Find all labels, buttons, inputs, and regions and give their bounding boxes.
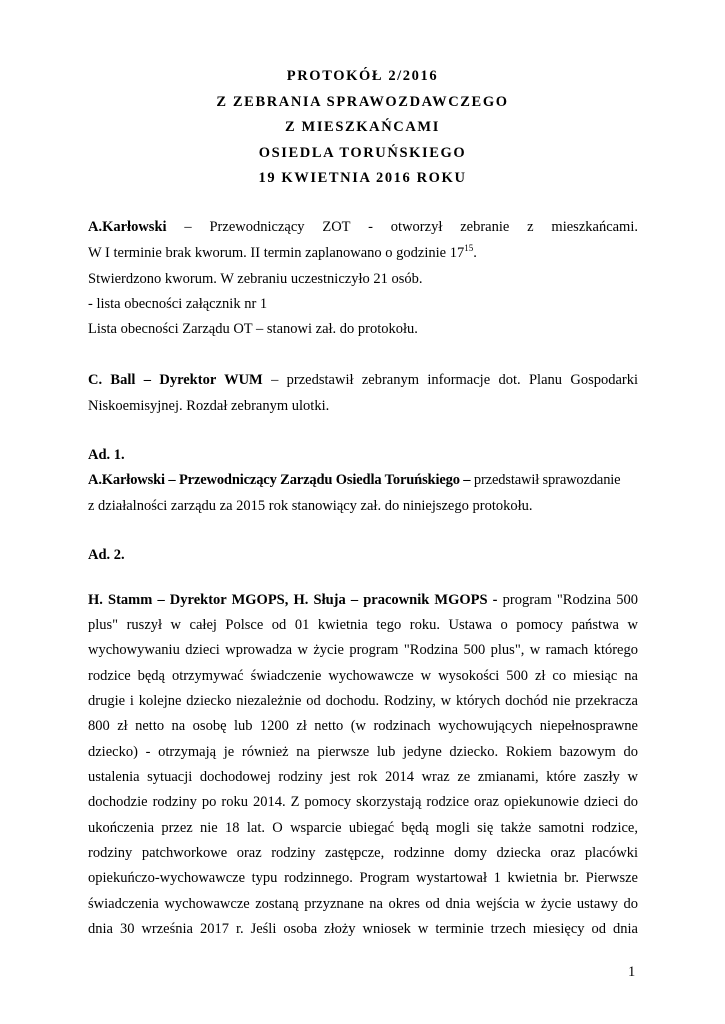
ad2-line-4: rodzice będą otrzymywać świadczenie wychowawcze w wysokości 500 zł co miesiąc na (88, 668, 638, 684)
ad2-heading (88, 547, 638, 564)
ad2-line-5: drugie i kolejne dziecko niezależnie od dochodu. Rodziny, w których dochód nie przekracza (88, 693, 638, 709)
text: – Przewodniczący ZOT - otworzył zebranie z mieszkańcami. (166, 219, 638, 235)
title-line-3: Z MIESZKAŃCAMI (285, 119, 440, 135)
ad2-line-11: rodziny patchworkowe oraz rodziny zastępcze, rodzinne domy dziecka oraz placówki (88, 845, 638, 861)
text: – przedstawił zebranym informacje dot. Planu Gospodarki (262, 372, 639, 388)
heading: Ad. 2. (88, 547, 125, 563)
ad1-line-1 (88, 472, 638, 489)
ad2-line-3: wychowywaniu dzieci wprowadza w życie program "Rodzina 500 plus", w ramach którego (88, 642, 638, 658)
p1-line-1 (88, 219, 638, 236)
p1-line-4: - lista obecności załącznik nr 1 (88, 296, 268, 312)
ad2-line-6: 800 zł netto na osobę lub 1200 zł netto (w rodzinach wychowujących niepełnosprawne (88, 718, 638, 734)
speaker: A.Karłowski (88, 219, 167, 235)
speaker: H. Stamm – Dyrektor MGOPS, H. Słuja – pracownik MGOPS - (88, 592, 498, 608)
ad2-line-7: dziecko) - otrzymają je również na pierwsze lub jedyne dziecko. Rokiem bazowym do (88, 744, 638, 760)
superscript: 15 (464, 243, 474, 253)
speaker: A.Karłowski – Przewodniczący Zarządu Osiedla Toruńskiego – (88, 472, 471, 488)
ad2-line-8: ustalenia sytuacji dochodowej rodziny jest rok 2014 wraz ze zmianami, które zaszły w (88, 769, 638, 785)
title-line-1: PROTOKÓŁ 2/2016 (286, 68, 439, 84)
text: program "Rodzina 500 (497, 592, 638, 608)
p1-line-5: Lista obecności Zarządu OT – stanowi zał. do protokołu. (88, 321, 418, 337)
text: . (473, 245, 477, 261)
ad2-line-10: ukończenia przez nie 18 lat. O wsparcie ubiegać będą mogli się także samotni rodzice, (88, 820, 638, 836)
p1-line-3: Stwierdzono kworum. W zebraniu uczestniczyło 21 osób. (88, 271, 423, 287)
ad2-line-2: plus" ruszył w całej Polsce od 01 kwietnia tego roku. Ustawa o pomocy państwa w (88, 617, 638, 633)
heading: Ad. 1. (88, 447, 125, 463)
title-line-4: OSIEDLA TORUŃSKIEGO (258, 145, 467, 161)
p1-line-2 (88, 245, 638, 262)
p2-line-2: Niskoemisyjnej. Rozdał zebranym ulotki. (88, 398, 330, 414)
title-line-5: 19 KWIETNIA 2016 ROKU (258, 170, 467, 186)
ad2-line-12: opiekuńczo-wychowawcze typu rodzinnego. Program wystartował 1 kwietnia br. Pierwsze (88, 870, 638, 886)
ad1-heading (88, 447, 638, 464)
speaker: C. Ball – Dyrektor WUM (88, 372, 263, 388)
page-number: 1 (628, 964, 636, 980)
ad2-line-13: świadczenia wychowawcze zostaną przyznane na okres od dnia wejścia w życie ustawy do (88, 896, 638, 912)
title-line-2: Z ZEBRANIA SPRAWOZDAWCZEGO (216, 94, 509, 110)
ad2-line-9: dochodzie rodziny po roku 2014. Z pomocy skorzystają rodzice oraz opiekunowie dzieci do (88, 794, 638, 810)
ad2-line-1 (88, 592, 638, 609)
text: W I terminie brak kworum. II termin zaplanowano o godzinie 17 (88, 245, 465, 261)
text: przedstawił sprawozdanie (470, 472, 621, 488)
ad2-line-14: dnia 30 września 2017 r. Jeśli osoba złoży wniosek w terminie trzech miesięcy od dnia (88, 921, 638, 937)
ad1-line-2: z działalności zarządu za 2015 rok stanowiący zał. do niniejszego protokołu. (88, 498, 533, 514)
p2-line-1 (88, 372, 638, 389)
